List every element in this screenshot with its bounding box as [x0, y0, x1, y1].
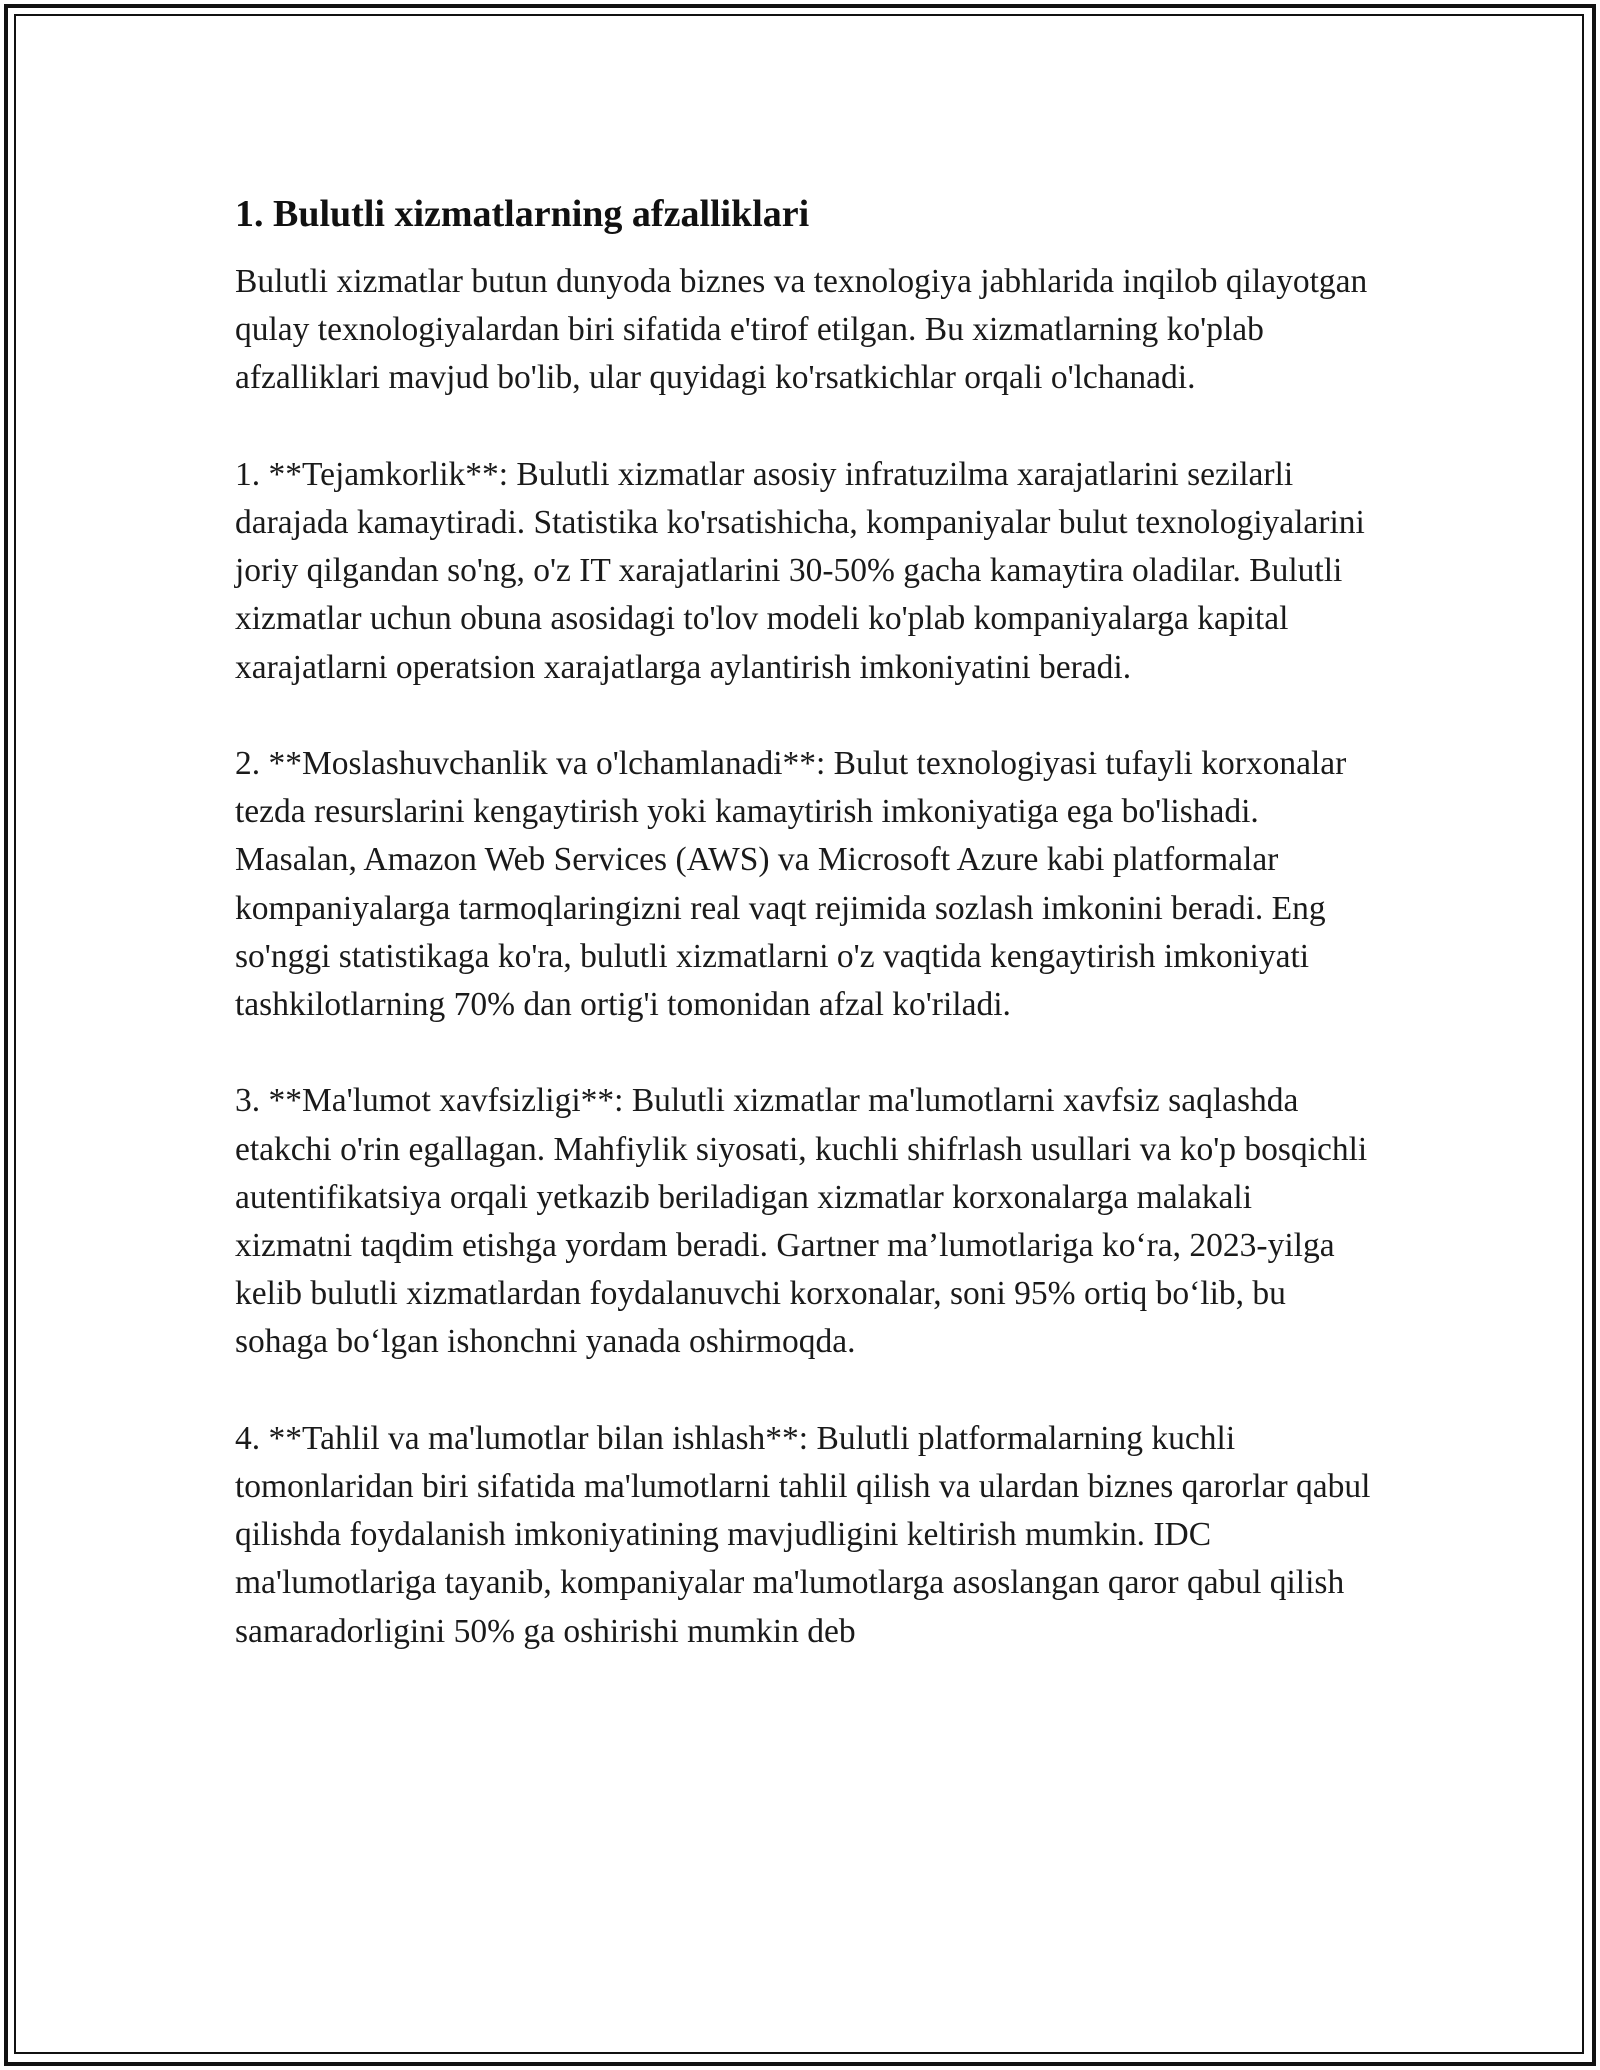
paragraph-xavfsizlik: 3. **Ma'lumot xavfsizligi**: Bulutli xizmatlar ma'lumotlarni xavfsiz saqlashda etakchi o'rin egallagan. Mahfiylik siyosati, kuchli shifrlash usullari va ko'p bosqichli autentifikatsiya orqali yetkazib beriladigan xizmatlar korxonalarga malakali xizmatni taqdim etishga yordam beradi. Gartner ma’lumotlariga ko‘ra, 2023-yilga kelib bulutli xizmatlardan foydalanuvchi korxonalar, soni 95% ortiq bo‘lib, bu sohaga bo‘lgan ishonchni yanada oshirmoqda.	[235, 1082, 1368, 1361]
paragraph-tahlil: 4. **Tahlil va ma'lumotlar bilan ishlash**: Bulutli platformalarning kuchli tomonlaridan biri sifatida ma'lumotlarni tahlil qilish va ulardan biznes qarorlar qabul qilishda foydalanish imkoniyatining mavjudligini keltirish mumkin. IDC ma'lumotlariga tayanib, kompaniyalar ma'lumotlarga asoslangan qaror qabul qilish samaradorligini 50% ga oshirishi mumkin deb	[235, 1419, 1371, 1650]
intro-paragraph: Bulutli xizmatlar butun dunyoda biznes va texnologiya jabhlarida inqilob qilayotgan qulay texnologiyalardan biri sifatida e'tirof etilgan. Bu xizmatlarning ko'plab afzalliklari mavjud bo'lib, ular quyidagi ko'rsatkichlar orqali o'lchanadi.	[235, 263, 1368, 397]
paragraph-moslashuvchanlik: 2. **Moslashuvchanlik va o'lchamlanadi**: Bulut texnologiyasi tufayli korxonalar tezda resurslarini kengaytirish yoki kamaytirish imkoniyatiga ega bo'lishadi. Masalan, Amazon Web Services (AWS) va Microsoft Azure kabi platformalar kompaniyalarga tarmoqlaringizni real vaqt rejimida sozlash imkonini beradi. Eng so'nggi statistikaga ko'ra, bulutli xizmatlarni o'z vaqtida kengaytirish imkoniyati tashkilotlarning 70% dan ortig'i tomonidan afzal ko'riladi.	[235, 745, 1347, 1024]
section-title: 1. Bulutli xizmatlarning afzalliklari	[235, 193, 810, 235]
document-body	[235, 186, 1375, 1704]
paragraph-tejamkorlik: 1. **Tejamkorlik**: Bulutli xizmatlar asosiy infratuzilma xarajatlarini sezilarli darajada kamaytiradi. Statistika ko'rsatishicha, kompaniyalar bulut texnologiyalarini joriy qilgandan so'ng, o'z IT xarajatlarini 30-50% gacha kamaytira oladilar. Bulutli xizmatlar uchun obuna asosidagi to'lov modeli ko'plab kompaniyalarga kapital xarajatlarni operatsion xarajatlarga aylantirish imkoniyatini beradi.	[235, 455, 1365, 686]
